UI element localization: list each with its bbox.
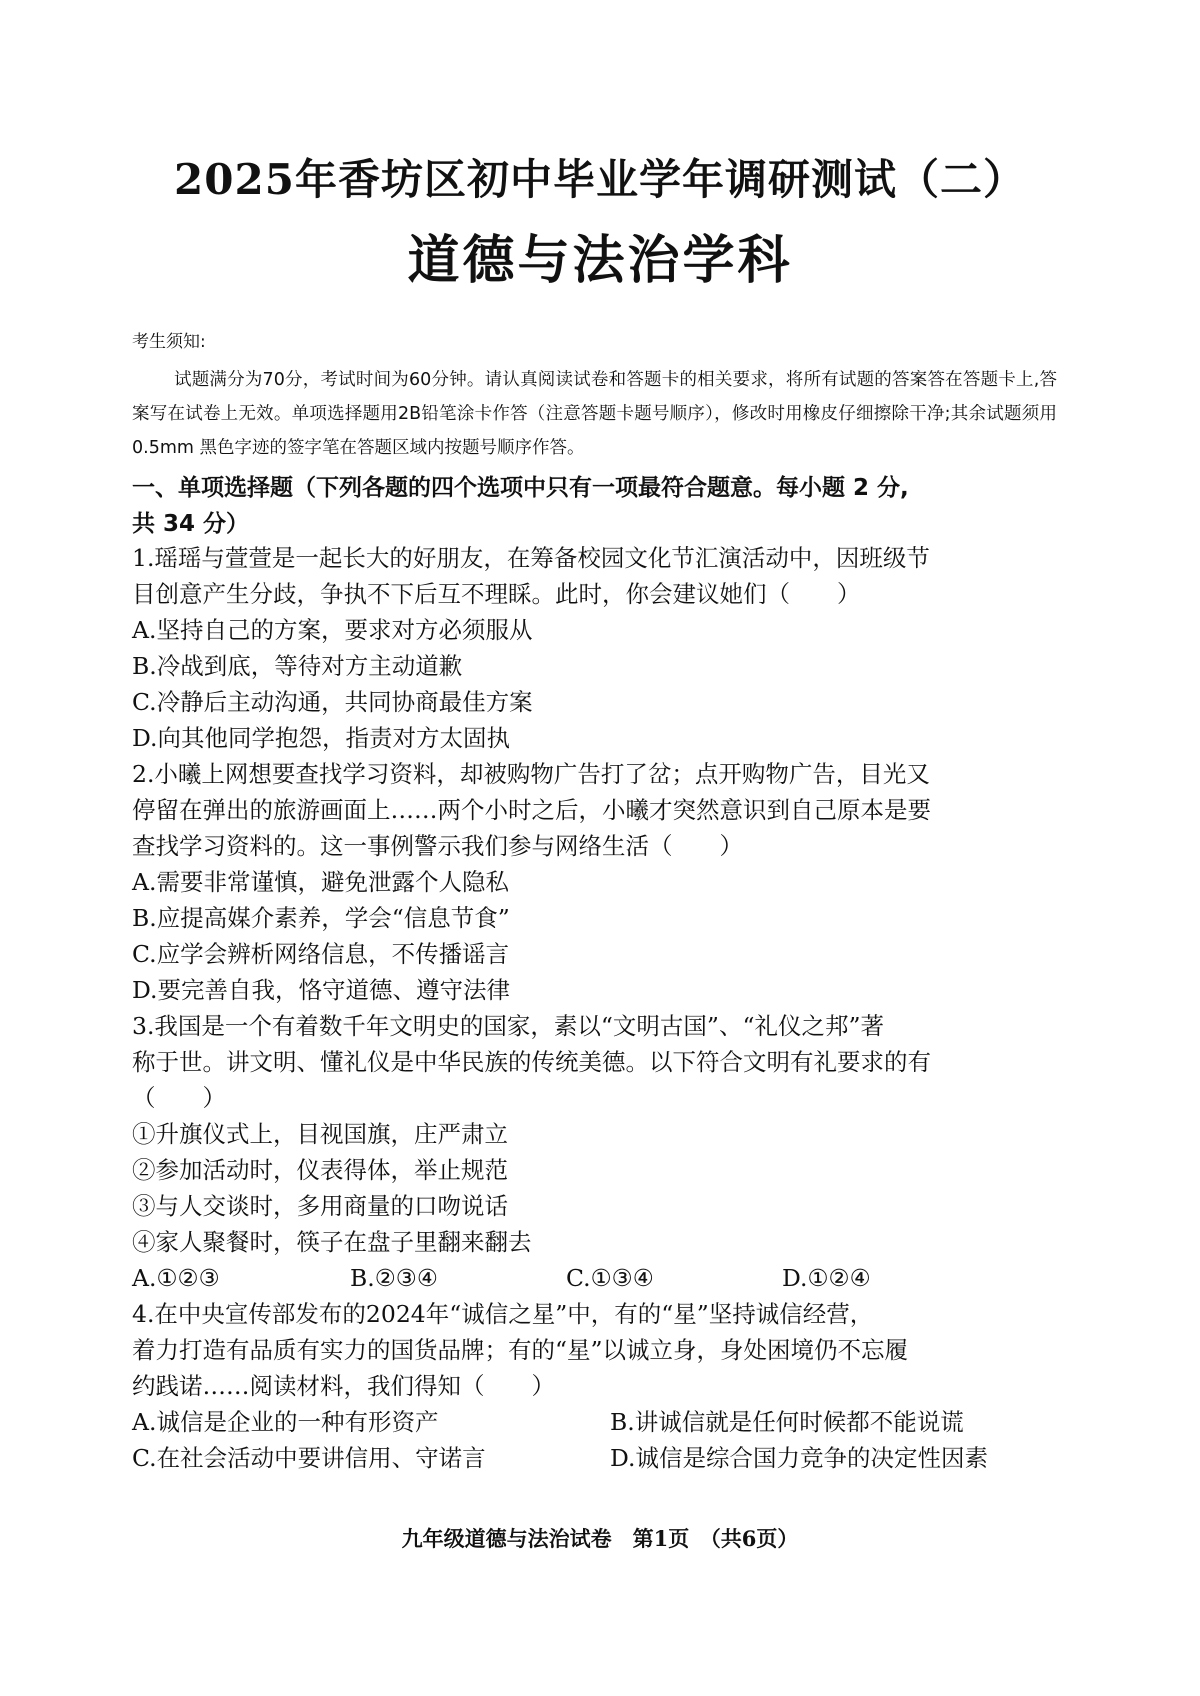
section-heading-line: 一、单项选择题（下列各题的四个选项中只有一项最符合题意。每小题 2 分, — [132, 475, 909, 501]
subject-title: 道德与法治学科 — [407, 230, 793, 291]
question-3-option-d: D.①②④ — [782, 1264, 871, 1292]
questions — [132, 540, 1067, 1476]
question-3-option-a: A.①②③ — [132, 1264, 220, 1292]
question-3-option-c: C.①③④ — [566, 1264, 654, 1292]
question-4-option-d: D.诚信是综合国力竞争的决定性因素 — [610, 1444, 988, 1472]
question-2-option-a: A.需要非常谨慎，避免泄露个人隐私 — [132, 868, 509, 896]
section-heading — [132, 470, 1062, 542]
question-1-stem: 目创意产生分歧，争执不下后互不理睬。此时，你会建议她们（ ） — [132, 580, 861, 608]
question-4-option-b: B.讲诚信就是任何时候都不能说谎 — [610, 1408, 964, 1436]
section-heading-line: 共 34 分） — [132, 511, 250, 537]
question-3-item: ①升旗仪式上，目视国旗，庄严肃立 — [132, 1120, 508, 1148]
question-2-stem: 查找学习资料的。这一事例警示我们参与网络生活（ ） — [132, 832, 743, 860]
question-2-option-d: D.要完善自我，恪守道德、遵守法律 — [132, 976, 510, 1004]
question-3-item: ③与人交谈时，多用商量的口吻说话 — [132, 1192, 508, 1220]
question-1-stem: 1.瑶瑶与萱萱是一起长大的好朋友，在筹备校园文化节汇演活动中，因班级节 — [132, 544, 930, 572]
question-1-option-c: C.冷静后主动沟通，共同协商最佳方案 — [132, 688, 533, 716]
notice-text: 试题满分为70分，考试时间为60分钟。请认真阅读试卷和答题卡的相关要求，将所有试题的答案答在答题卡上,答案写在试卷上无效。单项选择题用2B铅笔涂卡作答（注意答题卡题号顺序），修改时用橡皮仔细擦除干净;其余试题须用0.5mm 黑色字迹的签字笔在答题区域内按题号顺序作答。 — [132, 370, 1057, 458]
question-4-stem: 约践诺……阅读材料，我们得知（ ） — [132, 1372, 555, 1400]
question-4-options-row — [132, 1440, 1067, 1476]
question-3-options — [132, 1260, 1067, 1296]
question-4-option-c: C.在社会活动中要讲信用、守诺言 — [132, 1444, 486, 1472]
question-3-stem: 称于世。讲文明、懂礼仪是中华民族的传统美德。以下符合文明有礼要求的有 — [132, 1048, 931, 1076]
question-4-stem: 着力打造有品质有实力的国货品牌；有的“星”以诚立身，身处困境仍不忘履 — [132, 1336, 909, 1364]
question-3-stem: 3.我国是一个有着数千年文明史的国家，素以“文明古国”、“礼仪之邦”著 — [132, 1012, 884, 1040]
question-3-stem: （ ） — [132, 1084, 226, 1112]
question-2-option-c: C.应学会辨析网络信息，不传播谣言 — [132, 940, 510, 968]
question-3-option-b: B.②③④ — [350, 1264, 438, 1292]
question-4-stem: 4.在中央宣传部发布的2024年“诚信之星”中，有的“星”坚持诚信经营， — [132, 1300, 874, 1328]
question-4-option-a: A.诚信是企业的一种有形资产 — [132, 1408, 439, 1436]
question-1-option-b: B.冷战到底，等待对方主动道歉 — [132, 652, 463, 680]
question-2-stem: 停留在弹出的旅游画面上……两个小时之后，小曦才突然意识到自己原本是要 — [132, 796, 931, 824]
question-2-option-b: B.应提高媒介素养，学会“信息节食” — [132, 904, 510, 932]
question-3-item: ④家人聚餐时，筷子在盘子里翻来翻去 — [132, 1228, 532, 1256]
page-footer: 九年级道德与法治试卷 第1页 （共6页） — [401, 1526, 799, 1551]
question-4-options-row — [132, 1404, 1067, 1440]
question-3-item: ②参加活动时，仪表得体，举止规范 — [132, 1156, 508, 1184]
exam-title: 2025年香坊区初中毕业学年调研测试（二） — [174, 155, 1026, 204]
notice-label: 考生须知: — [132, 332, 206, 352]
question-1-option-d: D.向其他同学抱怨，指责对方太固执 — [132, 724, 510, 752]
question-1-option-a: A.坚持自己的方案，要求对方必须服从 — [132, 616, 533, 644]
question-2-stem: 2.小曦上网想要查找学习资料，却被购物广告打了岔；点开购物广告，目光又 — [132, 760, 930, 788]
